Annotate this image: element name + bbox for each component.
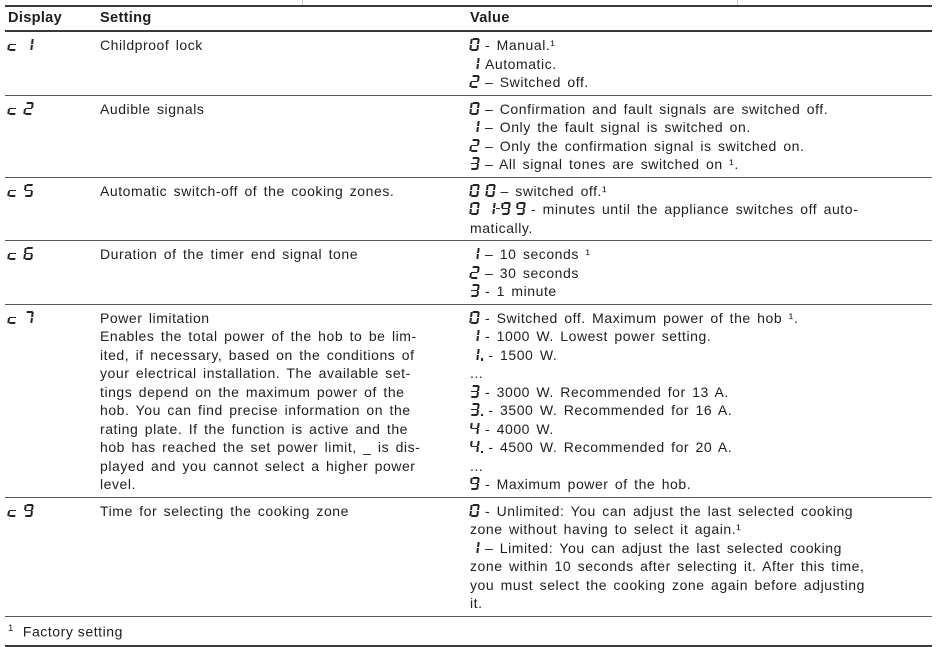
seven-segment-digit: [469, 403, 480, 416]
value-line: [470, 401, 924, 420]
seven-segment-display: [470, 346, 483, 365]
setting-line: hob has reached the set power limit, _ is dis-: [100, 439, 421, 455]
value-item: [470, 118, 924, 137]
seven-segment-digit: [469, 422, 480, 435]
value-text: – Switched off.: [485, 74, 589, 90]
seven-segment-display: [8, 309, 34, 328]
value-text: - 3000 W. Recommended for 13 A.: [485, 383, 729, 400]
seven-segment-display: [470, 309, 480, 328]
display-cell: [5, 309, 100, 494]
value-line: matically.: [470, 219, 533, 236]
setting-line: your electrical installation. The available set-: [100, 365, 411, 381]
setting-line: played and you cannot select a higher power: [100, 457, 416, 474]
value-item: [470, 502, 924, 539]
value-line: [470, 55, 924, 74]
seven-segment-digit: [469, 329, 480, 342]
setting-line: Childproof lock: [100, 37, 203, 53]
value-item: [470, 346, 924, 365]
value-text: - Manual.¹: [485, 37, 556, 53]
table-row: [5, 497, 932, 616]
seven-segment-display: [470, 327, 480, 346]
seven-segment-digit: [7, 38, 18, 51]
value-line: [470, 36, 924, 55]
value-line: [470, 457, 924, 476]
seven-segment-digit: [7, 184, 18, 197]
seven-segment-display: [8, 36, 34, 55]
footnote-marker: 1: [8, 622, 14, 634]
value-line: [470, 245, 924, 264]
value-item: [470, 309, 924, 328]
seven-segment-digit: [469, 247, 480, 260]
seven-segment-digit: [7, 311, 18, 324]
seven-segment-display: [8, 502, 34, 521]
value-text: - 3500 W. Recommended for 16 A.: [488, 402, 733, 418]
value-line: [470, 182, 924, 201]
setting-line: level.: [100, 476, 136, 492]
value-cell: [470, 100, 932, 174]
value-item: [470, 36, 924, 55]
value-line: [470, 118, 924, 137]
seven-segment-display: [470, 118, 480, 137]
value-cell: [470, 36, 932, 92]
setting-cell: [100, 309, 470, 494]
value-text: - minutes until the appliance switches off auto-: [531, 201, 859, 217]
setting-line: tings depend on the maximum power of the: [100, 383, 405, 400]
table-row: [5, 32, 932, 95]
seven-segment-digit: [469, 139, 480, 152]
seven-segment-display: [470, 383, 480, 402]
setting-line: Duration of the timer end signal tone: [100, 246, 359, 262]
value-line: [470, 346, 924, 365]
seven-segment-display: [470, 420, 480, 439]
seven-segment-digit: [469, 57, 480, 70]
seven-segment-digit: [485, 184, 496, 197]
value-line: [470, 264, 924, 283]
seven-segment-digit: [469, 385, 480, 398]
seven-segment-digit: [23, 102, 34, 115]
value-line: [470, 200, 924, 219]
display-cell: [5, 36, 100, 92]
seven-segment-digit: [7, 504, 18, 517]
value-line: zone without having to select it again.¹: [470, 521, 742, 537]
seven-segment-digit: [469, 102, 480, 115]
seven-segment-digit: [485, 202, 496, 215]
value-text: ...: [470, 365, 484, 381]
value-text: – switched off.¹: [500, 182, 608, 199]
column-header-value: Value: [470, 10, 510, 26]
table-row: [5, 304, 932, 497]
value-line: [470, 137, 924, 156]
value-text: - Unlimited: You can adjust the last selected cooking: [485, 502, 854, 519]
value-item: [470, 55, 924, 74]
value-text: - 1000 W. Lowest power setting.: [485, 328, 712, 344]
setting-line: Time for selecting the cooking zone: [100, 502, 349, 519]
seven-segment-digit: [469, 120, 480, 133]
value-cell: [470, 309, 932, 494]
footnote-text: Factory setting: [22, 623, 123, 640]
value-text: – 30 seconds: [485, 264, 579, 281]
table-row: [5, 177, 932, 241]
seven-segment-display: [470, 200, 526, 219]
seven-segment-display: [470, 155, 480, 174]
value-item: [470, 182, 924, 201]
seven-segment-digit: [23, 247, 34, 260]
value-item: [470, 364, 924, 383]
value-item: [470, 73, 924, 92]
value-text: – Only the fault signal is switched on.: [485, 119, 751, 135]
table-row: [5, 95, 932, 177]
value-line: [470, 100, 924, 119]
value-item: [470, 245, 924, 264]
display-cell: [5, 245, 100, 301]
seven-segment-digit: [500, 202, 511, 215]
display-cell: [5, 182, 100, 238]
value-line: [470, 155, 924, 174]
value-item: [470, 200, 924, 237]
value-cell: [470, 182, 932, 238]
display-cell: [5, 100, 100, 174]
value-line: [470, 420, 924, 439]
seven-segment-display: [470, 264, 480, 283]
seven-segment-display: [470, 182, 496, 201]
seven-segment-digit: [469, 284, 480, 297]
value-text: – Limited: You can adjust the last selected cooking: [485, 539, 842, 556]
value-item: [470, 264, 924, 283]
value-text: – 10 seconds ¹: [485, 246, 591, 262]
column-header-setting: Setting: [100, 10, 152, 26]
seven-segment-display: [470, 73, 480, 92]
value-item: [470, 383, 924, 402]
settings-table: [5, 5, 932, 647]
value-line: zone within 10 seconds after selecting it. After this time,: [470, 558, 865, 574]
seven-segment-display: [470, 137, 480, 156]
seven-segment-display: [470, 539, 480, 558]
value-item: [470, 539, 924, 613]
value-text: - 4000 W.: [485, 420, 554, 437]
value-text: - 4500 W. Recommended for 20 A.: [488, 439, 733, 455]
value-cell: [470, 245, 932, 301]
value-line: [470, 502, 924, 521]
value-text: - Maximum power of the hob.: [485, 476, 692, 492]
value-line: [470, 73, 924, 92]
value-item: [470, 327, 924, 346]
value-line: [470, 438, 924, 457]
seven-segment-display: [470, 502, 480, 521]
seven-segment-digit: [469, 202, 480, 215]
value-item: [470, 155, 924, 174]
seven-segment-digit: [469, 75, 480, 88]
value-text: – All signal tones are switched on ¹.: [485, 156, 739, 172]
setting-line: ited, if necessary, based on the conditions of: [100, 346, 415, 363]
seven-segment-digit: [7, 102, 18, 115]
seven-segment-display: [470, 245, 480, 264]
seven-segment-digit: [23, 504, 34, 517]
value-text: Automatic.: [485, 55, 557, 72]
seven-segment-display: [470, 438, 483, 457]
seven-segment-digit: [469, 348, 480, 361]
seven-segment-display: [470, 100, 480, 119]
value-cell: [470, 502, 932, 613]
seven-segment-digit: [23, 184, 34, 197]
table-body: [5, 32, 932, 616]
setting-line: Enables the total power of the hob to be lim-: [100, 328, 417, 344]
value-text: – Only the confirmation signal is switched on.: [485, 137, 805, 154]
value-item: [470, 282, 924, 301]
value-line: [470, 282, 924, 301]
display-cell: [5, 502, 100, 613]
setting-line: hob. You can find precise information on the: [100, 402, 411, 418]
seven-segment-digit: [469, 38, 480, 51]
value-item: [470, 420, 924, 439]
value-line: [470, 327, 924, 346]
value-text: - Switched off. Maximum power of the hob ¹.: [485, 309, 799, 326]
seven-segment-digit: [469, 541, 480, 554]
setting-line: Automatic switch-off of the cooking zones.: [100, 182, 395, 199]
setting-cell: [100, 245, 470, 301]
footnote: [5, 616, 932, 647]
seven-segment-display: [8, 100, 34, 119]
seven-segment-digit: [23, 38, 34, 51]
value-item: [470, 438, 924, 457]
value-item: [470, 475, 924, 494]
table-row: [5, 240, 932, 304]
setting-cell: [100, 36, 470, 92]
seven-segment-display: [470, 36, 480, 55]
value-item: [470, 401, 924, 420]
setting-cell: [100, 100, 470, 174]
table-header-row: [5, 7, 932, 32]
value-text: - 1500 W.: [488, 346, 558, 363]
seven-segment-display: [8, 182, 34, 201]
setting-line: rating plate. If the function is active and the: [100, 420, 409, 437]
seven-segment-digit: [469, 477, 480, 490]
seven-segment-digit: [7, 247, 18, 260]
seven-segment-display: [470, 475, 480, 494]
seven-segment-digit: [469, 157, 480, 170]
setting-cell: [100, 502, 470, 613]
seven-segment-display: [8, 245, 34, 264]
value-line: [470, 539, 924, 558]
value-line: [470, 383, 924, 402]
value-line: it.: [470, 595, 483, 611]
manual-page: [5, 5, 932, 647]
setting-line: Power limitation: [100, 309, 210, 326]
value-text: ...: [470, 457, 484, 474]
column-header-display: Display: [8, 10, 63, 26]
setting-line: Audible signals: [100, 100, 205, 117]
value-line: [470, 364, 924, 383]
value-text: – Confirmation and fault signals are switched off.: [485, 100, 829, 117]
value-line: [470, 309, 924, 328]
value-text: - 1 minute: [485, 283, 557, 299]
seven-segment-digit: [469, 184, 480, 197]
seven-segment-digit: [515, 202, 526, 215]
seven-segment-digit: [469, 504, 480, 517]
setting-cell: [100, 182, 470, 238]
seven-segment-digit: [23, 311, 34, 324]
seven-segment-display: [470, 282, 480, 301]
value-line: [470, 475, 924, 494]
seven-segment-display: [470, 55, 480, 74]
seven-segment-digit: [469, 311, 480, 324]
value-item: [470, 100, 924, 119]
seven-segment-digit: [469, 440, 480, 453]
seven-segment-display: [470, 401, 483, 420]
value-line: you must select the cooking zone again before adjusting: [470, 576, 865, 593]
value-item: [470, 457, 924, 476]
seven-segment-digit: [469, 266, 480, 279]
value-item: [470, 137, 924, 156]
